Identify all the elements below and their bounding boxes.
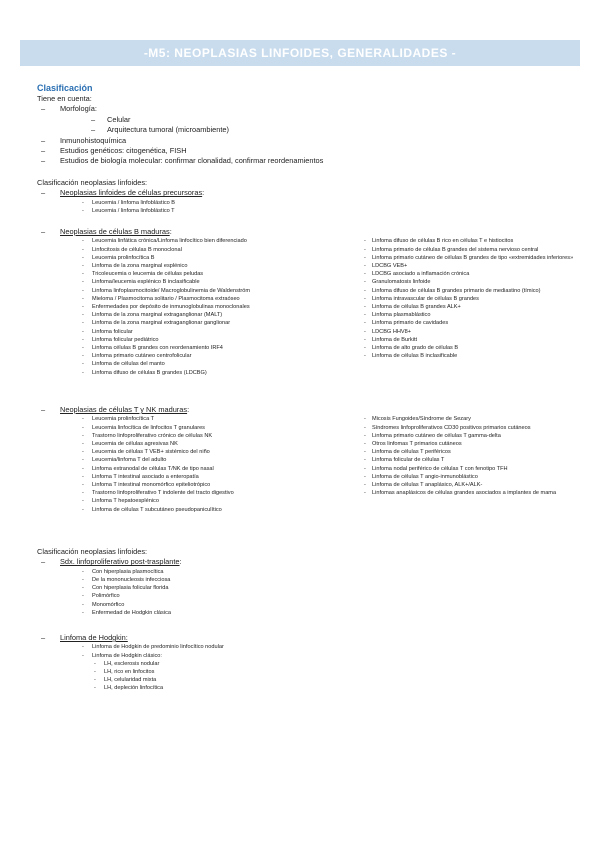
criteria-item: – Estudios genéticos: citogenética, FISH (37, 146, 557, 156)
list-item: - Leucemia / linfoma linfoblástico T (82, 207, 577, 215)
list-item: - Linfoma T intestinal asociado a enteropatía (82, 473, 352, 481)
list-item: - Con hiperplasia folicular florida (82, 584, 577, 592)
criteria-item: – Inmunohistoquímica (37, 136, 557, 146)
list-item: - Linfomas anaplásicos de células grandes asociados a implantes de mama (364, 489, 582, 497)
list-item: - Con hiperplasia plasmocítica (82, 568, 577, 576)
list-item: - Trastorno linfoproliferativo T indolente del tracto digestivo (82, 489, 352, 497)
list-item: - Linfoma linfoplasmocitoide/ Macroglobulinemia de Waldenström (82, 287, 352, 295)
morf-item: – Arquitectura tumoral (microambiente) (37, 125, 557, 135)
t-left-list (37, 415, 352, 513)
list-item: - Linfoma nodal periférico de células T con fenotipo TFH (364, 465, 582, 473)
list-item: - LH, celularidad mixta (82, 676, 577, 684)
list-item: - Leucemia linfática crónica/Linfoma linfocítico bien diferenciado (82, 237, 352, 245)
b-heading: – Neoplasias de células B maduras: (37, 227, 582, 237)
section-title: Clasificación neoplasias linfoides: (37, 547, 148, 556)
list-item: - Linfoma de la zona marginal esplénico (82, 262, 352, 270)
list-item: - Linfocitosis de células B monoclonal (82, 246, 352, 254)
precursor-list (37, 199, 577, 215)
list-item: - Trastorno linfoproliferativo crónico de células NK (82, 432, 352, 440)
title-banner (20, 40, 580, 66)
list-item: - Linfoma de Burkitt (364, 336, 582, 344)
list-item: - Linfoma intravascular de células B grandes (364, 295, 582, 303)
list-item: - Linfoma de células T subcutáneo pseudopaniculítico (82, 506, 352, 514)
list-item: - Tricoleucemia o leucemia de células peludas (82, 270, 352, 278)
precursor-heading: – Neoplasias linfoides de células precursoras: (37, 188, 577, 198)
list-item: - Linfoma de células T anaplásico, ALK+/ALK- (364, 481, 582, 489)
sdx-heading: – Sdx. linfoproliferativo post-trasplante: (37, 557, 577, 567)
hodgkin-section (37, 633, 577, 693)
section-title: Clasificación neoplasias linfoides: (37, 178, 148, 187)
list-item: - Enfermedad de Hodgkin clásica (82, 609, 577, 617)
list-item: - Monomórfico (82, 601, 577, 609)
b-right-list (352, 237, 582, 376)
list-item: - Linfoma extranodal de células T/NK de tipo nasal (82, 465, 352, 473)
b-maduras-section (37, 227, 582, 377)
list-item: - Linfoma T intestinal monomórfico epiteliotrópico (82, 481, 352, 489)
list-item: - Linfoma difuso de células B rico en células T e histiocitos (364, 237, 582, 245)
list-item: - Linfoma de células T angio-inmunoblástico (364, 473, 582, 481)
morf-item: – Celular (37, 115, 557, 125)
clasificacion-section (37, 83, 557, 167)
list-item: - Linfoma folicular (82, 328, 352, 336)
list-item: - Enfermedades por depósito de inmunoglobulinas monoclonales (82, 303, 352, 311)
list-item: - LDCBG VEB+ (364, 262, 582, 270)
list-item: - Micosis Fungoides/Síndrome de Sezary (364, 415, 582, 423)
list-item: - Linfoma T hepatoesplénico (82, 497, 352, 505)
intro-text: Tiene en cuenta: (37, 94, 92, 103)
list-item: - Leucemia de células agresivas NK (82, 440, 352, 448)
list-item: - Linfoma de la zona marginal extraganglionar (MALT) (82, 311, 352, 319)
list-item: - Linfoma difuso de células B grandes primario de mediastino (tímico) (364, 287, 582, 295)
b-left-list (37, 237, 352, 376)
list-item: - Linfoma plasmablástico (364, 311, 582, 319)
list-item: - Leucemia prolinfocítica T (82, 415, 352, 423)
list-item: - Linfoma de Hodgkin clásico: (82, 652, 577, 660)
list-item: - Linfoma primario de cavidades (364, 319, 582, 327)
list-item: - LDCBG HHV8+ (364, 328, 582, 336)
list-item: - Linfoma primario cutáneo de células T gamma-delta (364, 432, 582, 440)
list-item: - Linfoma de células B grandes ALK+ (364, 303, 582, 311)
sdx-list (37, 568, 577, 617)
clasificacion-heading: Clasificación (37, 83, 93, 93)
list-item: - Síndromes linfoproliferativos CD30 positivos primarios cutáneos (364, 424, 582, 432)
list-item: - Linfoma de células B inclasificable (364, 352, 582, 360)
list-item: - Leucemia de células T VEB+ sistémico del niño (82, 448, 352, 456)
list-item: - Otros linfomas T primarios cutáneos (364, 440, 582, 448)
list-item: - Leucemia / linfoma linfoblástico B (82, 199, 577, 207)
list-item: - Leucemia linfocítica de linfocitos T granulares (82, 424, 352, 432)
hodgkin-list (37, 643, 577, 692)
list-item: - Linfoma de alto grado de células B (364, 344, 582, 352)
list-item: - Leucemia/linfoma T del adulto (82, 456, 352, 464)
list-item: - LDCBG asociado a inflamación crónica (364, 270, 582, 278)
list-item: - De la mononucleosis infecciosa (82, 576, 577, 584)
neoplasias-section-2 (37, 547, 577, 617)
list-item: - Mieloma / Plasmocitoma solitario / Plasmocitoma extraóseo (82, 295, 352, 303)
list-item: - Linfoma folicular pediátrico (82, 336, 352, 344)
list-item: - LH, rico en linfocitos (82, 668, 577, 676)
list-item: - LH, depleción linfocítica (82, 684, 577, 692)
list-item: - Polimórfico (82, 592, 577, 600)
list-item: - Linfoma primario cutáneo centrofolicular (82, 352, 352, 360)
list-item: - Linfoma primario de células B grandes del sistema nervioso central (364, 246, 582, 254)
t-nk-section (37, 405, 582, 514)
neoplasias-section-1 (37, 178, 577, 215)
list-item: - Linfoma células B grandes con reordenamiento IRF4 (82, 344, 352, 352)
list-item: - Linfoma primario cutáneo de células B grandes de tipo «extremidades inferiores» (364, 254, 582, 262)
list-item: - Linfoma de células T periféricos (364, 448, 582, 456)
list-item: - Granulomatosis linfoide (364, 278, 582, 286)
list-item: - Linfoma de la zona marginal extraganglionar ganglionar (82, 319, 352, 327)
hodgkin-heading: – Linfoma de Hodgkin: (37, 633, 577, 643)
t-right-list (352, 415, 582, 513)
list-item: - Leucemia prolinfocítica B (82, 254, 352, 262)
page-title: -M5: NEOPLASIAS LINFOIDES, GENERALIDADES - (143, 46, 457, 60)
list-item: - Linfoma de células del manto (82, 360, 352, 368)
t-heading: – Neoplasias de células T y NK maduras: (37, 405, 582, 415)
list-item: - Linfoma de Hodgkin de predominio linfocítico nodular (82, 643, 577, 651)
criteria-item: – Estudios de biología molecular: confirmar clonalidad, confirmar reordenamientos (37, 156, 557, 166)
list-item: - Linfoma difuso de células B grandes (LDCBG) (82, 369, 352, 377)
list-item: - Linfoma folicular de células T (364, 456, 582, 464)
list-item: - Linfoma/leucemia esplénico B inclasificable (82, 278, 352, 286)
list-item: - LH, esclerosis nodular (82, 660, 577, 668)
morfologia-item: – Morfología: (37, 104, 557, 114)
